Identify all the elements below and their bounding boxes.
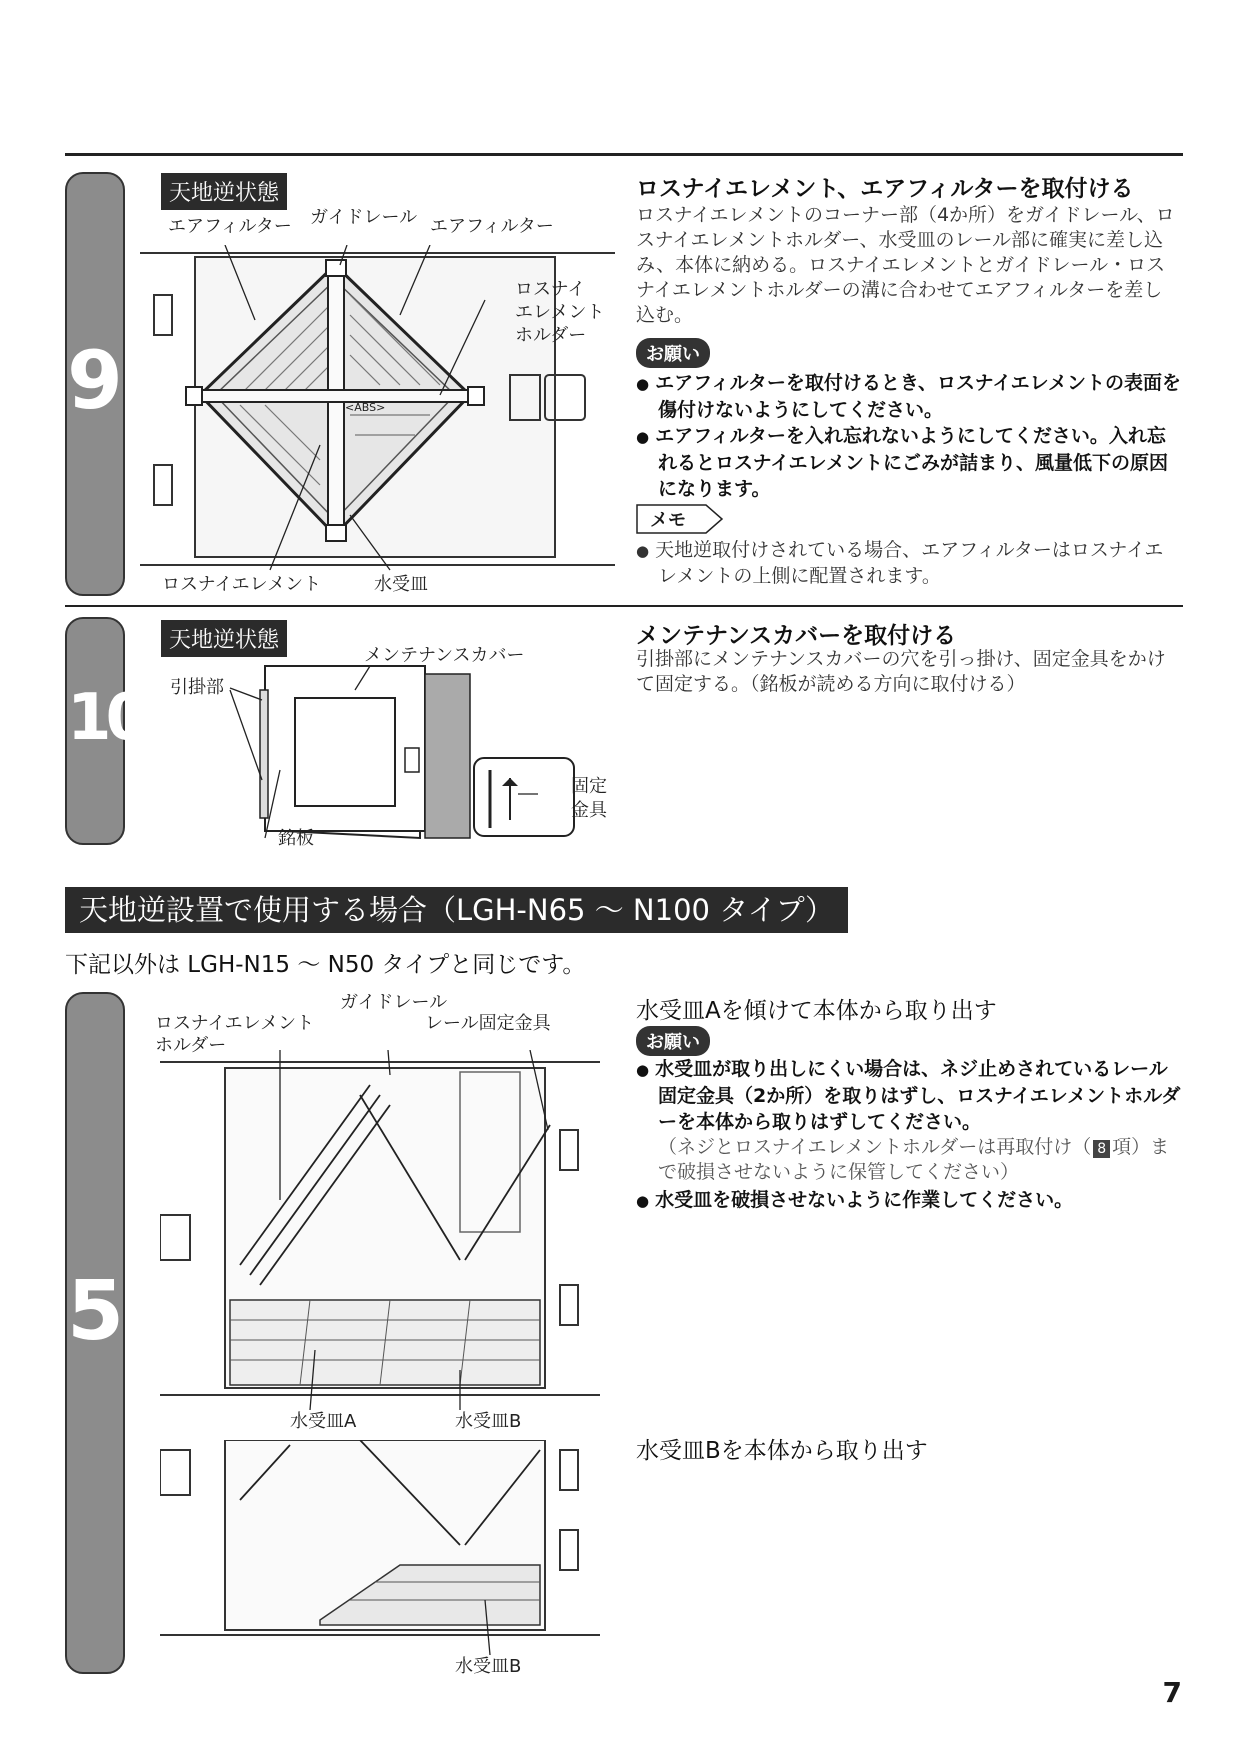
step-5-note-ref: 8 [1093, 1140, 1110, 1158]
label-drain-pan-b: 水受皿B [455, 1411, 522, 1432]
section-banner: 天地逆設置で使用する場合（LGH-N65 ～ N100 タイプ） [65, 887, 848, 933]
step-5-requests [636, 1056, 1181, 1135]
label-bracket-1: 固定 [571, 776, 607, 797]
step-5-title-a: 水受皿Aを傾けて本体から取り出す [636, 998, 997, 1024]
step-10-title: メンテナンスカバーを取付ける [636, 623, 957, 649]
label-drain-pan-b-2: 水受皿B [455, 1656, 522, 1677]
label-guide-rail: ガイドレール [310, 207, 418, 228]
step-5-tab [65, 992, 125, 1674]
label-holder-1: ロスナイ [515, 279, 586, 300]
step-9-number: 9 [67, 334, 123, 427]
label-element: ロスナイエレメント [162, 574, 322, 595]
label-hook: 引掛部 [170, 677, 224, 698]
step-10-tab [65, 617, 145, 845]
step-9-tab [65, 172, 125, 596]
step-5-title-b: 水受皿Bを本体から取り出す [636, 1438, 928, 1464]
step-5-requests-2 [636, 1187, 1181, 1214]
step-9-request-2: ● エアフィルターを入れ忘れないようにしてください。入れ忘れるとロスナイエレメントにごみが詰まり、風量低下の原因になります。 [636, 423, 1181, 502]
step-5-request-label: お願い [636, 1026, 710, 1056]
step-9-request-1: ● エアフィルターを取付けるとき、ロスナイエレメントの表面を傷付けないようにしてください。 [636, 370, 1181, 423]
step-10-state-label: 天地逆状態 [161, 620, 287, 657]
label-air-filter-right: エアフィルター [430, 216, 554, 237]
step-9-body: ロスナイエレメントのコーナー部（4か所）をガイドレール、ロスナイエレメントホルダー、水受皿のレール部に確実に差し込み、本体に納める。ロスナイエレメントとガイドレール・ロスナイエレメントホルダーの溝に合わせてエアフィルターを差し込む。 [636, 204, 1175, 326]
rule-step-10 [65, 605, 1183, 607]
page-number: 7 [1162, 1676, 1182, 1709]
step-9-memo-1: ● 天地逆取付けされている場合、エアフィルターはロスナイエレメントの上側に配置されます。 [636, 538, 1181, 589]
section-subtitle: 下記以外は LGH-N15 ～ N50 タイプと同じです。 [65, 952, 586, 978]
step-9-request-label: お願い [636, 338, 710, 368]
step-10-number: 10 [67, 681, 145, 755]
step-5-number: 5 [67, 1264, 125, 1359]
label-bracket-2: 金具 [571, 800, 607, 821]
step-9-memo-label: メモ [650, 510, 686, 531]
step-5-note-post: 項）まで破損させないように保管してください） [658, 1136, 1170, 1183]
label-holder-3: ホルダー [515, 325, 587, 346]
top-rule [65, 153, 1183, 156]
label-nameplate: 銘板 [278, 828, 314, 849]
label-holder-5-1: ロスナイエレメント [155, 1013, 315, 1034]
step-5-request-2: ● 水受皿を破損させないように作業してください。 [636, 1187, 1181, 1214]
label-drain-pan: 水受皿 [374, 574, 428, 595]
step-5-note-pre: （ネジとロスナイエレメントホルダーは再取付け（ [658, 1136, 1092, 1158]
label-cover: メンテナンスカバー [364, 645, 525, 666]
label-guide-rail-5: ガイドレール [340, 992, 448, 1013]
step-9-state-label: 天地逆状態 [161, 173, 287, 210]
label-abs-mark: <ABS> [345, 401, 386, 414]
step-5-note [658, 1135, 1183, 1185]
label-holder-2: エレメント [515, 302, 605, 323]
step-9-memos [636, 538, 1181, 589]
label-rail-bracket: レール固定金具 [425, 1013, 551, 1034]
step-5-diagram-top [160, 1050, 600, 1410]
step-10-diagram [220, 660, 620, 840]
step-5-request-1: ● 水受皿が取り出しにくい場合は、ネジ止めされているレール固定金具（2か所）を取りはずし、ロスナイエレメントホルダーを本体から取りはずしてください。 [636, 1056, 1181, 1135]
step-5-diagram-bottom [160, 1440, 600, 1655]
step-9-title: ロスナイエレメント、エアフィルターを取付ける [636, 176, 1134, 202]
step-10-body: 引掛部にメンテナンスカバーの穴を引っ掛け、固定金具をかけて固定する。（銘板が読める方向に取付ける） [636, 648, 1166, 695]
label-holder-5-2: ホルダー [155, 1035, 227, 1056]
label-drain-pan-a: 水受皿A [290, 1411, 357, 1432]
label-air-filter-left: エアフィルター [168, 216, 292, 237]
step-9-requests [636, 370, 1181, 502]
